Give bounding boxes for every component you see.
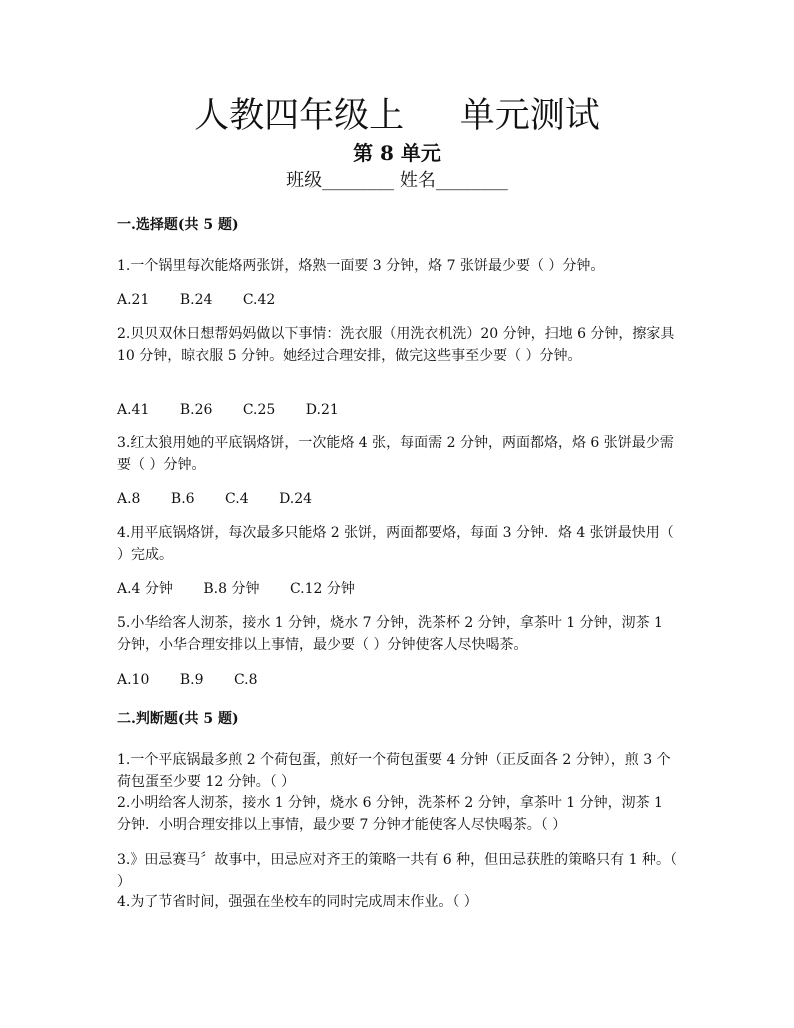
judge-question-2: 2.小明给客人沏茶，接水 1 分钟，烧水 6 分钟，洗茶杯 2 分钟，拿茶叶 1 分钟，沏茶 1 分钟．小明合理安排以上事情，最少要 7 分钟才能使客人尽快喝茶。（ ） (117, 795, 663, 833)
option: B.24 (179, 292, 213, 308)
option: C.25 (242, 402, 276, 418)
option: C.42 (242, 292, 276, 308)
choice-question-3: 3.红太狼用她的平底锅烙饼，一次能烙 4 张，每面需 2 分钟，两面都烙，烙 6 张饼最少需要（ ）分钟。 (117, 435, 674, 473)
option: B.8 分钟 (203, 581, 260, 597)
option: A.8 (117, 491, 141, 507)
option: A.41 (117, 402, 150, 418)
option: C.4 (225, 491, 249, 507)
judge-question-3: 3.》田忌赛马〞故事中，田忌应对齐王的策略一共有 6 种，但田忌获胜的策略只有 1 种。（ ） (117, 852, 677, 890)
option: A.4 分钟 (117, 581, 173, 597)
class-name-line: 班级________ 姓名________ (286, 170, 508, 191)
choice-question-5: 5.小华给客人沏茶，接水 1 分钟，烧水 7 分钟，洗茶杯 2 分钟，拿茶叶 1 分钟，沏茶 1 分钟，小华合理安排以上事情，最少要（ ）分钟使客人尽快喝茶。 (117, 615, 663, 653)
option: B.26 (179, 402, 213, 418)
choice-options-3 (117, 488, 338, 510)
judge-question-4: 4.为了节省时间，强强在坐校车的同时完成周末作业。（ ） (117, 894, 478, 910)
judge-question-1: 1.一个平底锅最多煎 2 个荷包蛋，煎好一个荷包蛋要 4 分钟（正反面各 2 分钟），煎 3 个荷包蛋至少要 12 分钟。（ ） (117, 752, 671, 790)
choice-options-2 (117, 399, 365, 421)
option: A.10 (117, 672, 150, 688)
choice-question-4: 4.用平底锅烙饼，每次最多只能烙 2 张饼，两面都要烙，每面 3 分钟．烙 4 张饼最快用（ ）完成。 (117, 525, 674, 563)
unit-subtitle: 第 8 单元 (353, 141, 441, 165)
option: D.21 (305, 402, 339, 418)
choice-options-1 (117, 289, 301, 311)
option: D.24 (279, 491, 313, 507)
option: A.21 (117, 292, 150, 308)
choice-options-5 (117, 669, 284, 691)
option: B.9 (179, 672, 204, 688)
choice-question-2: 2.贝贝双休日想帮妈妈做以下事情：洗衣服（用洗衣机洗）20 分钟，扫地 6 分钟，擦家具 10 分钟，晾衣服 5 分钟。她经过合理安排，做完这些事至少要（ ）分钟。 (117, 326, 675, 364)
choice-question-1: 1.一个锅里每次能烙两张饼，烙熟一面要 3 分钟，烙 7 张饼最少要（ ）分钟。 (117, 258, 605, 274)
section-heading-judge: 二.判断题(共 5 题) (117, 711, 239, 727)
option: B.6 (170, 491, 195, 507)
option: C.12 分钟 (289, 581, 355, 597)
choice-options-4 (117, 578, 381, 600)
document-title: 人教四年级上 单元测试 (194, 96, 600, 136)
section-heading-choice: 一.选择题(共 5 题) (117, 217, 239, 233)
option: C.8 (233, 672, 258, 688)
